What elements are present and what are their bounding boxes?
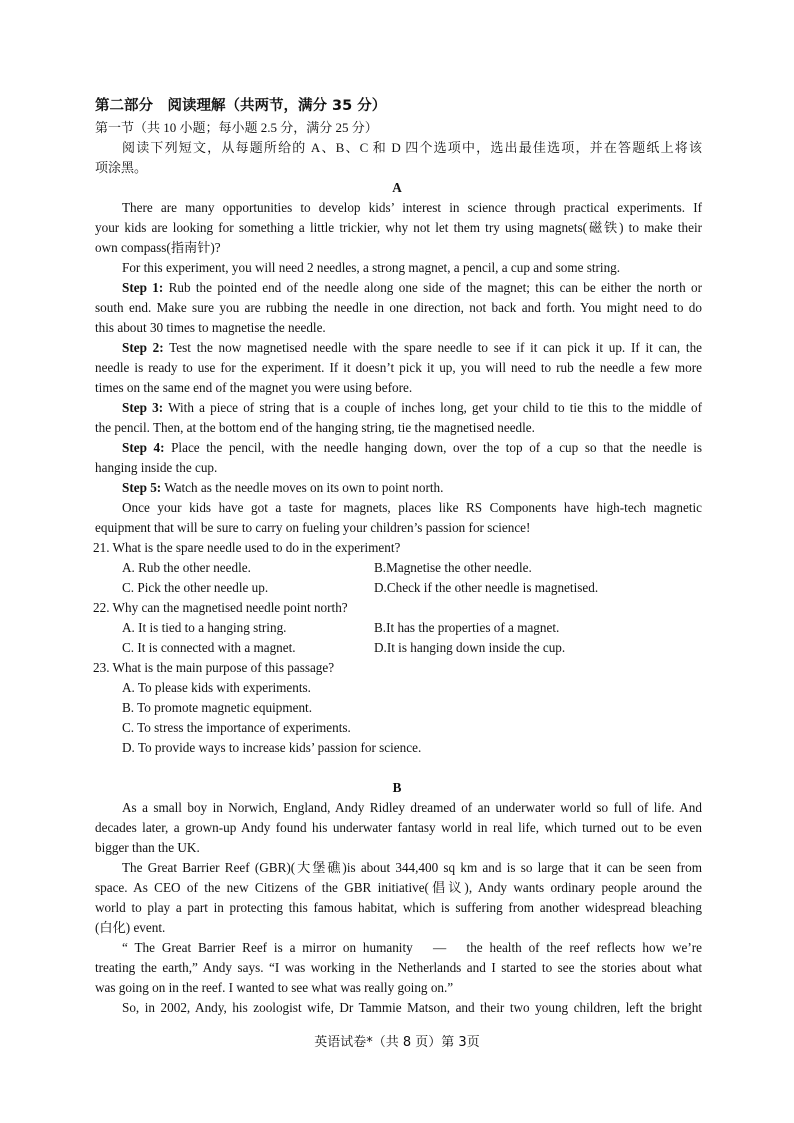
- passage-a-letter: A: [392, 180, 402, 195]
- option-b: B.Magnetise the other needle.: [374, 560, 532, 575]
- step-3: [122, 398, 702, 418]
- passage-b-text: space. As CEO of the new Citizens of the GBR initiative(倡议), Andy wants ordinary people around the: [95, 880, 702, 895]
- step-1: [122, 278, 702, 298]
- step-3-text: With a piece of string that is a couple of inches long, get your child to tie this to the middle of: [168, 400, 702, 415]
- option-c: C. To stress the importance of experiments.: [122, 720, 351, 735]
- step-5-label: Step 5:: [122, 480, 162, 495]
- option-d: D. To provide ways to increase kids’ passion for science.: [122, 740, 422, 755]
- step-1-label: Step 1:: [122, 280, 164, 295]
- option-a: A. To please kids with experiments.: [122, 680, 311, 695]
- passage-a-text: hanging inside the cup.: [95, 460, 218, 475]
- option-a: A. Rub the other needle.: [122, 560, 251, 575]
- step-2-text: Test the now magnetised needle with the spare needle to see if it can pick it up. If it can, the: [169, 340, 703, 355]
- passage-b-letter: B: [392, 780, 402, 795]
- passage-b-text: (白化) event.: [95, 920, 166, 935]
- passage-a-text: There are many opportunities to develop kids’ interest in science through practical experiments. If: [122, 200, 702, 215]
- section-subheading: 第一节（共 10 小题；每小题 2.5 分，满分 25 分）: [95, 120, 378, 135]
- step-3-label: Step 3:: [122, 400, 164, 415]
- option-c: C. Pick the other needle up.: [122, 580, 269, 595]
- passage-a-text: times on the same end of the magnet you were using before.: [95, 380, 413, 395]
- passage-b-text: bigger than the UK.: [95, 840, 200, 855]
- step-4-text: Place the pencil, with the needle hanging down, over the top of a cup so that the needle is: [171, 440, 703, 455]
- passage-a-text: the pencil. Then, at the bottom end of the hanging string, tie the magnetised needle.: [95, 420, 535, 435]
- step-5-text: Watch as the needle moves on its own to point north.: [164, 480, 444, 495]
- instruction-line-2: 项涂黑。: [95, 160, 148, 175]
- option-d: D.It is hanging down inside the cup.: [374, 640, 566, 655]
- page-footer: 英语试卷*（共 8 页）第 3页: [314, 1035, 480, 1050]
- option-d: D.Check if the other needle is magnetised.: [374, 580, 599, 595]
- passage-b-text: “ The Great Barrier Reef is a mirror on humanity — the health of the reef reflects how we’re: [122, 940, 702, 955]
- step-2-label: Step 2:: [122, 340, 164, 355]
- passage-a-text: Once your kids have got a taste for magnets, places like RS Components have high-tech magnetic: [122, 500, 702, 515]
- passage-b-text: world to play a part in protecting this famous habitat, which is suffering from another widespread bleaching: [95, 900, 702, 915]
- instruction-line-1: 阅读下列短文，从每题所给的 A、B、C 和 D 四个选项中，选出最佳选项，并在答题纸上将该: [122, 140, 702, 155]
- passage-b-text: So, in 2002, Andy, his zoologist wife, Dr Tammie Matson, and their two young children, left the bright: [122, 1000, 702, 1015]
- step-4-label: Step 4:: [122, 440, 165, 455]
- option-a: A. It is tied to a hanging string.: [122, 620, 287, 635]
- passage-a-text: For this experiment, you will need 2 needles, a strong magnet, a pencil, a cup and some string.: [122, 260, 621, 275]
- step-2: [122, 338, 702, 358]
- question-stem: 23. What is the main purpose of this passage?: [93, 660, 335, 675]
- option-c: C. It is connected with a magnet.: [122, 640, 296, 655]
- step-5: [122, 478, 702, 498]
- passage-a-text: south end. Make sure you are rubbing the needle in one direction, not back and forth. You might need to do: [95, 300, 702, 315]
- question-stem: 21. What is the spare needle used to do in the experiment?: [93, 540, 401, 555]
- passage-a-text: own compass(指南针)?: [95, 240, 221, 255]
- option-b: B.It has the properties of a magnet.: [374, 620, 560, 635]
- passage-a-text: this about 30 times to magnetise the needle.: [95, 320, 326, 335]
- step-4: [122, 438, 702, 458]
- step-1-text: Rub the pointed end of the needle along one side of the magnet; this can be either the north or: [168, 280, 702, 295]
- passage-b-text: decades later, a grown-up Andy found his underwater fantasy world in real life, which turned out to be even: [95, 820, 702, 835]
- passage-b-text: was going on in the reef. I wanted to see what was really going on.”: [95, 980, 454, 995]
- passage-b-text: The Great Barrier Reef (GBR)(大堡礁)is about 344,400 sq km and is so large that it can be seen from: [122, 860, 702, 875]
- passage-b-text: As a small boy in Norwich, England, Andy Ridley dreamed of an underwater world so full of life. And: [122, 800, 702, 815]
- section-heading: 第二部分 阅读理解（共两节，满分 35 分）: [95, 98, 387, 114]
- passage-a-text: your kids are looking for something a little trickier, why not let them try using magnets(磁铁) to make their: [95, 220, 702, 235]
- option-b: B. To promote magnetic equipment.: [122, 700, 313, 715]
- question-stem: 22. Why can the magnetised needle point north?: [93, 600, 348, 615]
- passage-a-text: equipment that will be sure to carry on fueling your children’s passion for science!: [95, 520, 531, 535]
- passage-a-text: needle is ready to use for the experiment. If it doesn’t pick it up, you will need to rub the needle a few more: [95, 360, 702, 375]
- passage-b-text: treating the earth,” Andy says. “I was working in the Netherlands and I started to see the stories about what: [95, 960, 702, 975]
